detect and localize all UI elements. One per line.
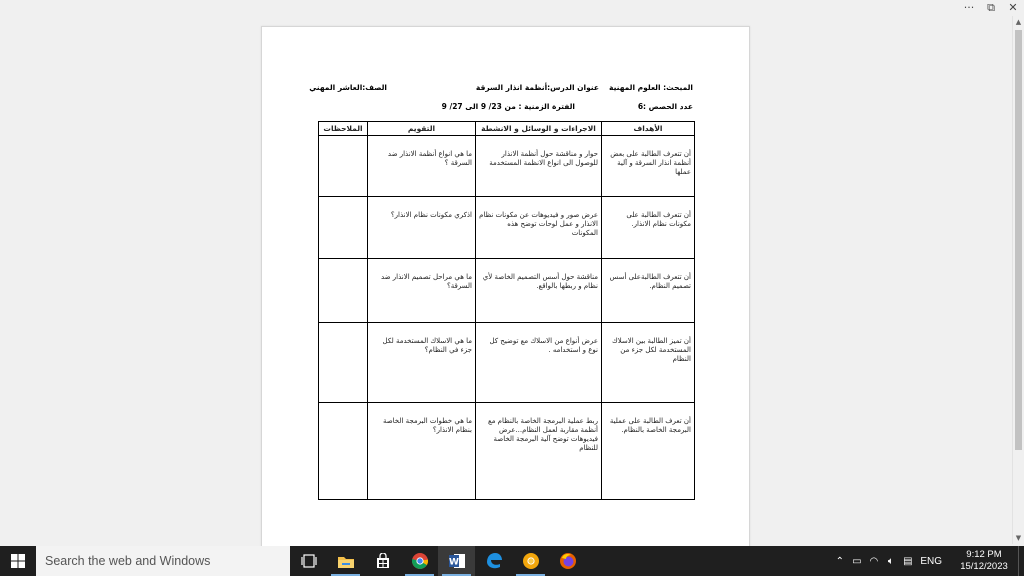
task-view-icon <box>301 554 317 568</box>
chrome-canary-button[interactable] <box>512 546 549 576</box>
edge-button[interactable] <box>475 546 512 576</box>
volume-icon[interactable]: 🔈︎ <box>887 555 894 567</box>
notes-cell <box>319 136 368 197</box>
word-button[interactable] <box>438 546 475 576</box>
notes-cell <box>319 197 368 259</box>
store-button[interactable] <box>364 546 401 576</box>
table-row <box>319 323 695 403</box>
notes-cell <box>319 323 368 403</box>
windows-logo-icon <box>11 554 25 568</box>
chrome-button[interactable] <box>401 546 438 576</box>
search-input[interactable] <box>45 554 285 568</box>
svg-text:W: W <box>448 557 459 568</box>
procedure-cell: مناقشة حول أسس التصميم الخاصة لأي نظام و ربطها بالواقع. <box>476 259 602 323</box>
table-row <box>319 259 695 323</box>
header-objectives: الأهداف <box>602 122 695 136</box>
evaluation-cell: اذكري مكونات نظام الانذار؟ <box>368 197 476 259</box>
table-row <box>319 403 695 500</box>
procedure-cell: عرض أنواع من الاسلاك مع توضيح كل نوع و استخدامه . <box>476 323 602 403</box>
lesson-title: عنوان الدرس:أنظمة انذار السرقة <box>475 83 599 92</box>
chrome-canary-icon <box>522 552 540 570</box>
restore-button[interactable]: ⧉ <box>987 1 995 14</box>
task-view-button[interactable] <box>290 546 327 576</box>
battery-icon[interactable]: ▭ <box>852 555 862 567</box>
time-frame-label: الفترة الزمنية : من 23/ 9 الى 27/ 9 <box>441 102 575 111</box>
document-page <box>261 26 750 556</box>
chevron-up-icon[interactable]: ⌃ <box>835 555 845 567</box>
clock-date: 15/12/2023 <box>960 561 1008 572</box>
evaluation-cell: ما هي مراحل تصميم الانذار ضد السرقة؟ <box>368 259 476 323</box>
scroll-down-arrow-icon[interactable]: ▼ <box>1015 534 1022 542</box>
periods-label: عدد الحصص :6 <box>637 102 693 111</box>
folder-icon <box>337 554 355 569</box>
objective-cell: أن تتعرف الطالبة على بعض أنظمة انذار السرقة و آلية عملها <box>602 136 695 197</box>
table-row <box>319 136 695 197</box>
edge-icon <box>485 552 503 570</box>
start-button[interactable] <box>0 546 36 576</box>
objective-cell: أن تتعرف الطالبةعلى أسس تصميم النظام. <box>602 259 695 323</box>
procedure-cell: ربط عملية البرمجة الخاصة بالنظام مع أنظمة مقاربة لعمل النظام...عرض فيديوهات توضح آلية البرمجة الخاصة للنظام <box>476 403 602 500</box>
window-controls <box>958 0 1024 16</box>
evaluation-cell: ما هي الاسلاك المستخدمة لكل جزء في النظام؟ <box>368 323 476 403</box>
procedure-cell: عرض صور و فيديوهات عن مكونات نظام الانذار و عمل لوحات توضح هذه المكونات <box>476 197 602 259</box>
chrome-icon <box>411 552 429 570</box>
more-options-button[interactable]: ··· <box>963 1 975 14</box>
notes-cell <box>319 259 368 323</box>
header-evaluation: التقويم <box>368 122 476 136</box>
scrollbar-thumb[interactable] <box>1015 30 1022 450</box>
close-button[interactable]: ✕ <box>1008 1 1018 14</box>
header-notes: الملاحظات <box>319 122 368 136</box>
grade-label: الصف:العاشر المهني <box>309 83 387 92</box>
language-indicator[interactable]: ENG <box>920 555 942 567</box>
evaluation-cell: ما هي انواع أنظمة الانذار ضد السرقة ؟ <box>368 136 476 197</box>
system-tray <box>831 546 1024 576</box>
firefox-button[interactable] <box>549 546 586 576</box>
clock[interactable] <box>950 549 1018 573</box>
notification-icon[interactable]: ▤ <box>903 555 913 567</box>
file-explorer-button[interactable] <box>327 546 364 576</box>
table-row <box>319 197 695 259</box>
taskbar-search-box[interactable] <box>36 546 290 576</box>
clock-time: 9:12 PM <box>966 549 1002 560</box>
notes-cell <box>319 403 368 500</box>
scroll-up-arrow-icon[interactable]: ▲ <box>1015 18 1022 26</box>
vertical-scrollbar[interactable] <box>1012 16 1024 544</box>
show-desktop-button[interactable] <box>1018 546 1024 576</box>
wifi-icon[interactable]: ◠ <box>869 555 879 567</box>
table-header-row <box>319 122 695 136</box>
objective-cell: أن تتعرف الطالبة على مكونات نظام الانذار. <box>602 197 695 259</box>
objective-cell: أن تميز الطالبة بين الاسلاك المستخدمة لكل جزء من النظام <box>602 323 695 403</box>
header-procedures: الاجراءات و الوسائل و الانشطة <box>476 122 602 136</box>
subject-label: المبحث: العلوم المهنية <box>609 83 693 92</box>
taskbar <box>0 546 1024 576</box>
firefox-icon <box>559 552 577 570</box>
evaluation-cell: ما هي خطوات البرمجة الخاصة بنظام الانذار؟ <box>368 403 476 500</box>
word-icon <box>448 552 466 570</box>
store-bag-icon <box>375 553 391 569</box>
procedure-cell: حوار و مناقشة حول أنظمة الانذار للوصول الى انواع الانظمة المستخدمة <box>476 136 602 197</box>
lesson-plan-table <box>318 121 695 500</box>
objective-cell: أن تعرف الطالبة على عملية البرمجة الخاصة بالنظام. <box>602 403 695 500</box>
